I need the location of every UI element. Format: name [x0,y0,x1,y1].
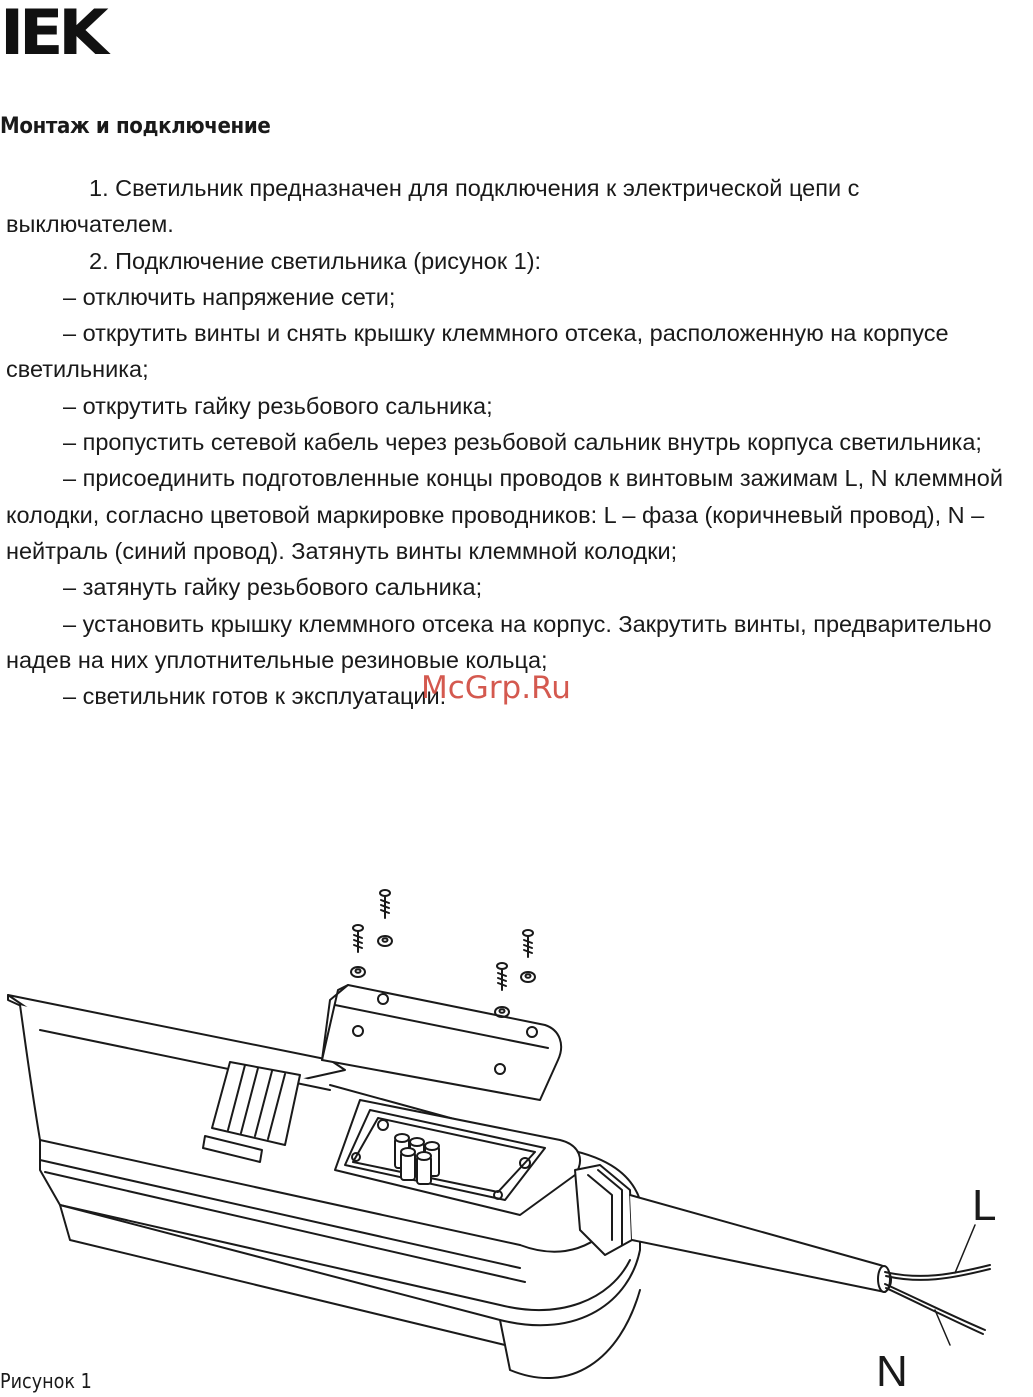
list-item: – установить крышку клеммного отсека на корпус. Закрутить винты, предварительно надев на них уплотнительные резиновые кольца; [6,610,992,673]
paragraph: 2. Подключение светильника (рисунок 1): [89,247,542,274]
list-item: – отключить напряжение сети; [63,283,396,310]
list-item: – открутить винты и снять крышку клеммного отсека, расположенную на корпусе светильника; [6,320,949,383]
section-title: Монтаж и подключение [0,114,271,139]
luminaire-assembly-figure [0,880,1033,1397]
figure-caption: Рисунок 1 [0,1369,92,1393]
watermark: McGrp.Ru [421,670,571,706]
list-item: – пропустить сетевой кабель через резьбовой сальник внутрь корпуса светильника; [63,429,982,456]
iek-logo: IEK [0,0,104,69]
list-item: – открутить гайку резьбового сальника; [63,392,493,419]
wire-label-n: N [876,1347,908,1396]
wire-label-l: L [972,1181,997,1230]
cable [630,1195,990,1345]
instructions-text [6,170,1033,714]
terminal-cover [322,985,561,1100]
screws [353,890,533,990]
list-item: – присоединить подготовленные концы проводов к винтовым зажимам L, N клеммной колодки, согласно цветовой маркировке проводников: L – фаза (коричневый провод), N – нейтраль (синий провод). Затянуть винты клеммной колодки; [6,465,1003,564]
paragraph: 1. Светильник предназначен для подключения к электрической цепи с выключателем. [6,175,860,238]
list-item: – затянуть гайку резьбового сальника; [63,574,483,601]
list-item: – светильник готов к эксплуатации. [63,683,447,710]
